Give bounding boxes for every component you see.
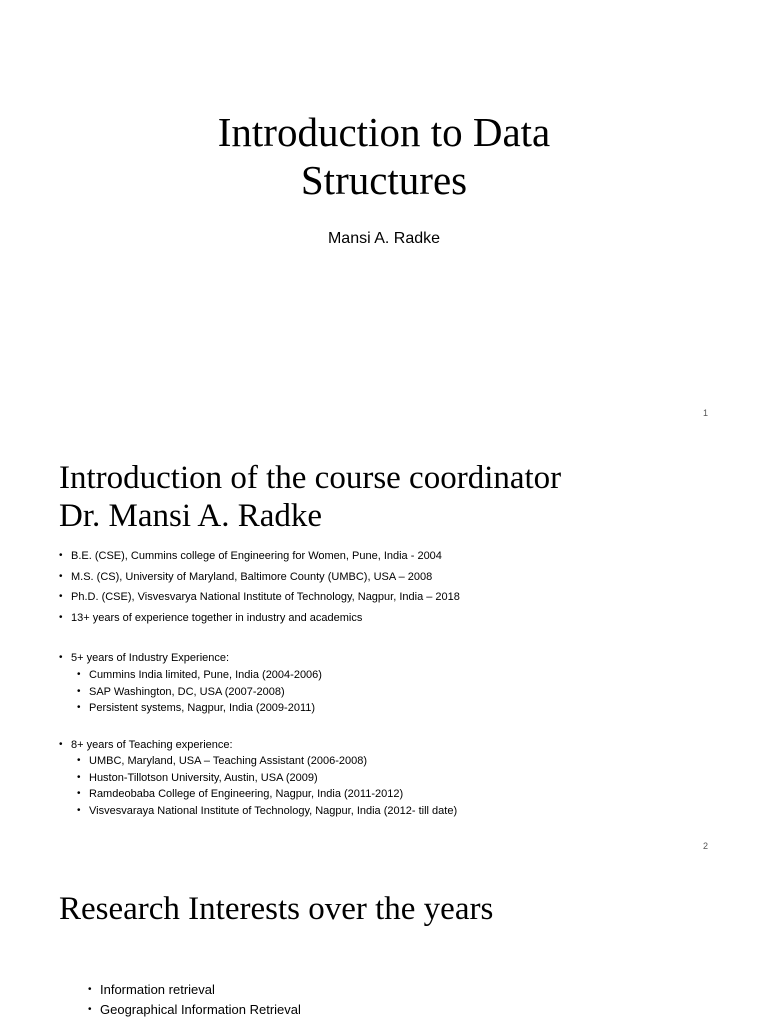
list-item: • B.E. (CSE), Cummins college of Engineering for Women, Pune, India - 2004 <box>59 546 460 567</box>
list-item: • Geographical Information Retrieval <box>88 1000 301 1020</box>
slide1-title-line1: Introduction to Data <box>217 109 551 155</box>
slide1-title <box>0 108 768 204</box>
list-item: • Cummins India limited, Pune, India (2004-2006) <box>77 667 322 684</box>
slide1-author: Mansi A. Radke <box>327 230 441 247</box>
list-item: • UMBC, Maryland, USA – Teaching Assistant (2006-2008) <box>77 753 457 770</box>
list-item: • Huston-Tillotson University, Austin, USA (2009) <box>77 770 457 787</box>
list-item: • Persistent systems, Nagpur, India (2009-2011) <box>77 700 322 717</box>
slide2-title <box>59 459 561 535</box>
slide2-page-number: 2 <box>702 841 708 851</box>
list-item: • 13+ years of experience together in industry and academics <box>59 608 460 629</box>
slide2-title-line2: Dr. Mansi A. Radke <box>59 498 323 534</box>
industry-items <box>77 667 322 717</box>
list-item: • Visvesvaraya National Institute of Technology, Nagpur, India (2012- till date) <box>77 803 457 820</box>
slide3-title: Research Interests over the years <box>59 891 494 927</box>
industry-heading: • 5+ years of Industry Experience: <box>59 648 229 669</box>
slide1-page-number: 1 <box>702 408 708 418</box>
list-item: • Ph.D. (CSE), Visvesvarya National Institute of Technology, Nagpur, India – 2018 <box>59 587 460 608</box>
education-list <box>59 546 460 628</box>
teaching-heading: • 8+ years of Teaching experience: <box>59 735 233 756</box>
teaching-items <box>77 753 457 819</box>
list-item: • Information retrieval <box>88 980 301 1000</box>
slide2-title-line1: Introduction of the course coordinator <box>59 460 562 496</box>
list-item: • Ramdeobaba College of Engineering, Nagpur, India (2011-2012) <box>77 786 457 803</box>
industry-experience-list <box>59 648 229 669</box>
research-interests-list <box>88 980 301 1020</box>
list-item: • SAP Washington, DC, USA (2007-2008) <box>77 684 322 701</box>
slide1-title-line2: Structures <box>300 157 468 203</box>
list-item: • M.S. (CS), University of Maryland, Baltimore County (UMBC), USA – 2008 <box>59 567 460 588</box>
